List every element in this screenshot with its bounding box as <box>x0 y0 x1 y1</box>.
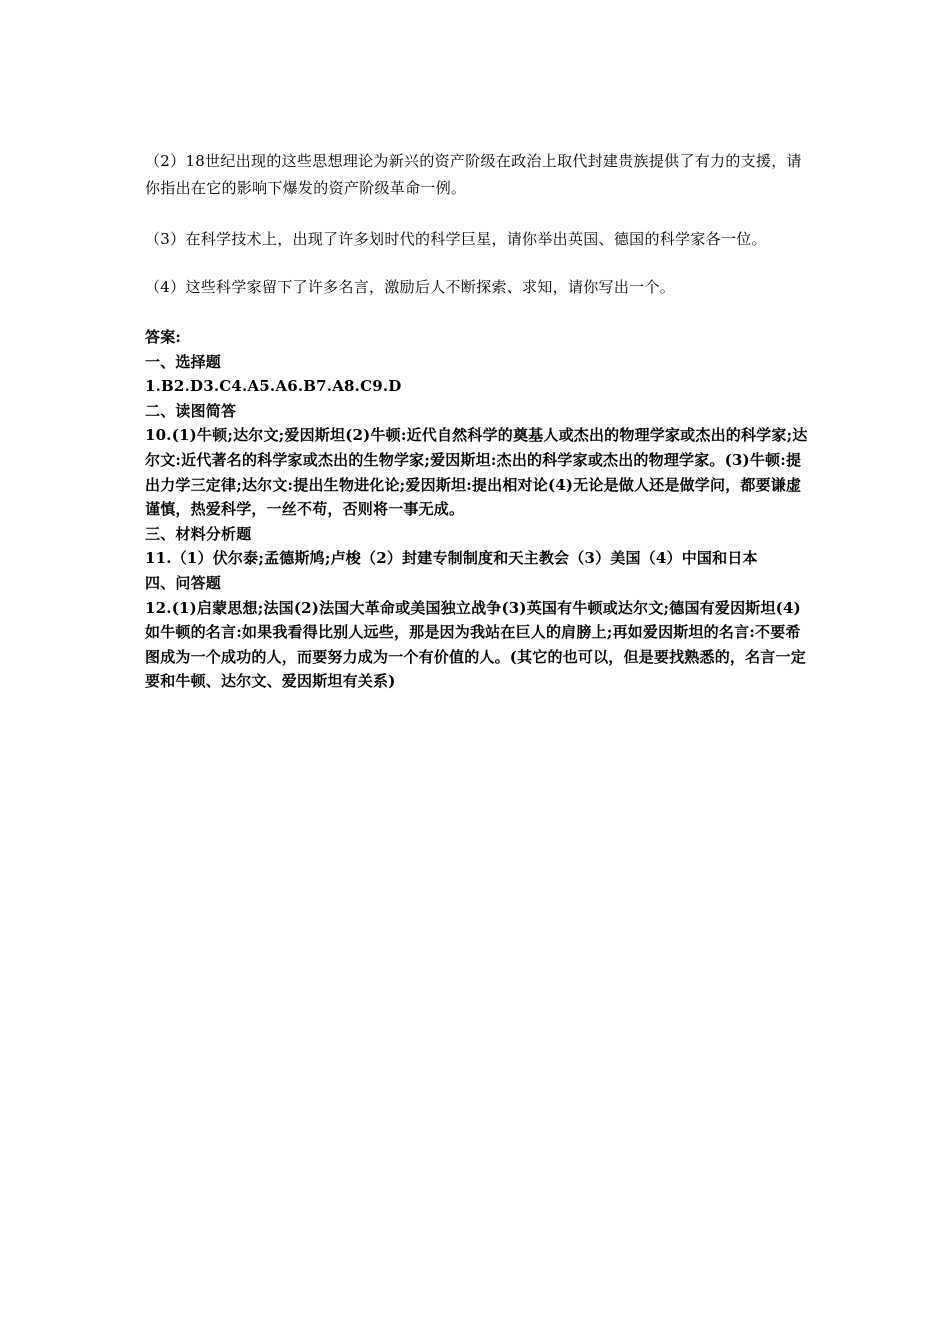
section-3-answers: 11.（1）伏尔泰;孟德斯鸠;卢梭（2）封建专制制度和天主教会（3）美国（4）中国和日本 <box>145 549 758 568</box>
section-4-title: 四、问答题 <box>145 573 222 592</box>
section-4-answers: 12.(1)启蒙思想;法国(2)法国大革命或美国独立战争(3)英国有牛顿或达尔文;德国有爱因斯坦(4)如牛顿的名言:如果我看得比别人远些，那是因为我站在巨人的肩膀上;再如爱因斯坦的名言:不要希图成为一个成功的人，而要努力成为一个有价值的人。(其它的也可以，但是要找熟悉的，名言一定要和牛顿、达尔文、爱因斯坦有关系) <box>145 598 806 691</box>
section-3-title: 三、材料分析题 <box>145 524 252 543</box>
section-1-answers: 1.B2.D3.C4.A5.A6.B7.A8.C9.D <box>145 377 402 396</box>
section-1-title: 一、选择题 <box>145 352 222 371</box>
question-3: （3）在科学技术上，出现了许多划时代的科学巨星，请你举出英国、德国的科学家各一位。 <box>145 230 767 248</box>
question-2: （2）18世纪出现的这些思想理论为新兴的资产阶级在政治上取代封建贵族提供了有力的支援，请你指出在它的影响下爆发的资产阶级革命一例。 <box>145 152 802 197</box>
answer-key <box>145 325 813 694</box>
answers-heading: 答案: <box>145 328 182 346</box>
question-4: （4）这些科学家留下了许多名言，激励后人不断探索、求知，请你写出一个。 <box>145 278 676 296</box>
section-2-answers: 10.(1)牛顿;达尔文;爱因斯坦(2)牛顿:近代自然科学的奠基人或杰出的物理学家或杰出的科学家;达尔文:近代著名的科学家或杰出的生物学家;爱因斯坦:杰出的科学家或杰出的物理学家。(3)牛顿:提出力学三定律;达尔文:提出生物进化论;爱因斯坦:提出相对论(4)无论是做人还是做学问，都要谦虚谨慎，热爱科学，一丝不苟，否则将一事无成。 <box>145 426 808 519</box>
section-2-title: 二、读图简答 <box>145 401 237 420</box>
